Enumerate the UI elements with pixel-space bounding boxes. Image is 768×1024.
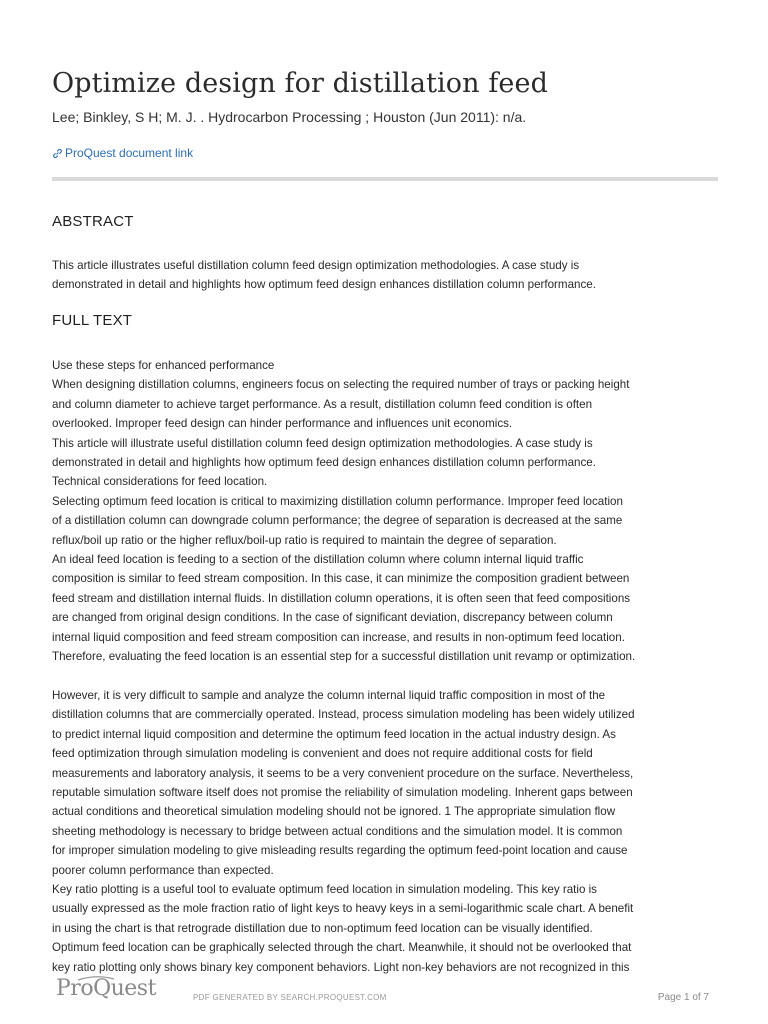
generated-by-note: PDF GENERATED BY SEARCH.PROQUEST.COM <box>193 993 387 1002</box>
text-line: to predict internal liquid composition and determine the optimum feed location in the actual industry design. As <box>52 727 616 741</box>
proquest-logo <box>56 976 156 1006</box>
text-line: Selecting optimum feed location is critical to maximizing distillation column performance. Improper feed location <box>52 494 623 508</box>
text-line: actual conditions and theoretical simulation modeling should not be ignored. 1 The appropriate simulation flow <box>52 805 616 819</box>
text-line: distillation columns that are commercially operated. Instead, process simulation modeling has been widely utilized <box>52 708 635 722</box>
full-text-block-1 <box>52 356 718 667</box>
text-line: overlooked. Improper feed design can hinder performance and influences unit economics. <box>52 417 513 431</box>
text-line: and column diameter to achieve target performance. As a result, distillation column feed condition is often <box>52 397 593 411</box>
text-line: of a distillation column can downgrade column performance; the degree of separation is decreased at the same <box>52 514 623 528</box>
text-line: poorer column performance than expected. <box>52 863 274 877</box>
text-line: feed stream and distillation internal fluids. In distillation column operations, it is often seen that feed compositions <box>52 591 631 605</box>
abstract-body <box>52 256 718 295</box>
link-icon <box>52 148 63 159</box>
text-line: sheeting methodology is necessary to bridge between actual conditions and the simulation model. It is common <box>52 824 623 838</box>
text-line: usually expressed as the mole fraction ratio of light keys to heavy keys in a semi-logarithmic scale chart. A benefit <box>52 902 634 916</box>
text-line: reputable simulation software itself does not promise the reliability of simulation modeling. Inherent gaps between <box>52 786 633 800</box>
text-line: Technical considerations for feed location. <box>52 475 268 489</box>
text-line: An ideal feed location is feeding to a section of the distillation column where column internal liquid traffic <box>52 553 584 567</box>
text-line: When designing distillation columns, engineers focus on selecting the required number of trays or packing height <box>52 378 630 392</box>
text-line: This article illustrates useful distillation column feed design optimization methodologies. A case study is <box>52 259 580 272</box>
text-line: Therefore, evaluating the feed location is an essential step for a successful distillation unit revamp or optimization. <box>52 650 636 664</box>
text-line: demonstrated in detail and highlights how optimum feed design enhances distillation column performance. <box>52 278 596 292</box>
text-line: measurements and laboratory analysis, it seems to be a very convenient procedure on the surface. Nevertheless, <box>52 766 634 780</box>
header-divider <box>52 177 718 181</box>
logo-text: ProQuest <box>56 976 156 1001</box>
full-text-block-2 <box>52 686 718 977</box>
text-line: However, it is very difficult to sample and analyze the column internal liquid traffic composition in most of the <box>52 689 606 702</box>
abstract-heading: ABSTRACT <box>52 213 134 230</box>
text-line: are changed from original design conditions. In the case of significant deviation, discrepancy between column <box>52 611 613 625</box>
text-line: demonstrated in detail and highlights how optimum feed design enhances distillation column performance. <box>52 456 596 470</box>
text-line: key ratio plotting only shows binary key component behaviors. Light non-key behaviors are not recognized in this <box>52 960 630 974</box>
text-line: in using the chart is that retrograde distillation due to non-optimum feed location can be visually identified. <box>52 921 593 935</box>
proquest-document-link[interactable] <box>52 146 193 160</box>
text-line: Use these steps for enhanced performance <box>52 359 275 372</box>
text-line: for improper simulation modeling to give misleading results regarding the optimum feed-point location and cause <box>52 844 628 858</box>
text-line: feed optimization through simulation modeling is convenient and does not require additional costs for field <box>52 747 593 761</box>
text-line: reflux/boil up ratio or the higher reflux/boil-up ratio is required to maintain the degree of separation. <box>52 533 557 547</box>
text-line: Optimum feed location can be graphically selected through the chart. Meanwhile, it should not be overlooked that <box>52 941 632 955</box>
doc-link-label: ProQuest document link <box>65 146 194 160</box>
document-title: Optimize design for distillation feed <box>52 68 548 99</box>
citation: Lee; Binkley, S H; M. J. . Hydrocarbon Processing ; Houston (Jun 2011): n/a. <box>52 109 527 125</box>
page-number: Page 1 of 7 <box>657 992 709 1003</box>
full-text-heading: FULL TEXT <box>52 312 133 329</box>
text-line: This article will illustrate useful distillation column feed design optimization methodologies. A case study is <box>52 436 593 450</box>
text-line: internal liquid composition and feed stream composition can increase, and results in non-optimum feed location. <box>52 630 625 644</box>
text-line: Key ratio plotting is a useful tool to evaluate optimum feed location in simulation modeling. This key ratio is <box>52 883 597 897</box>
text-line: composition is similar to feed stream composition. In this case, it can minimize the composition gradient between <box>52 572 630 586</box>
